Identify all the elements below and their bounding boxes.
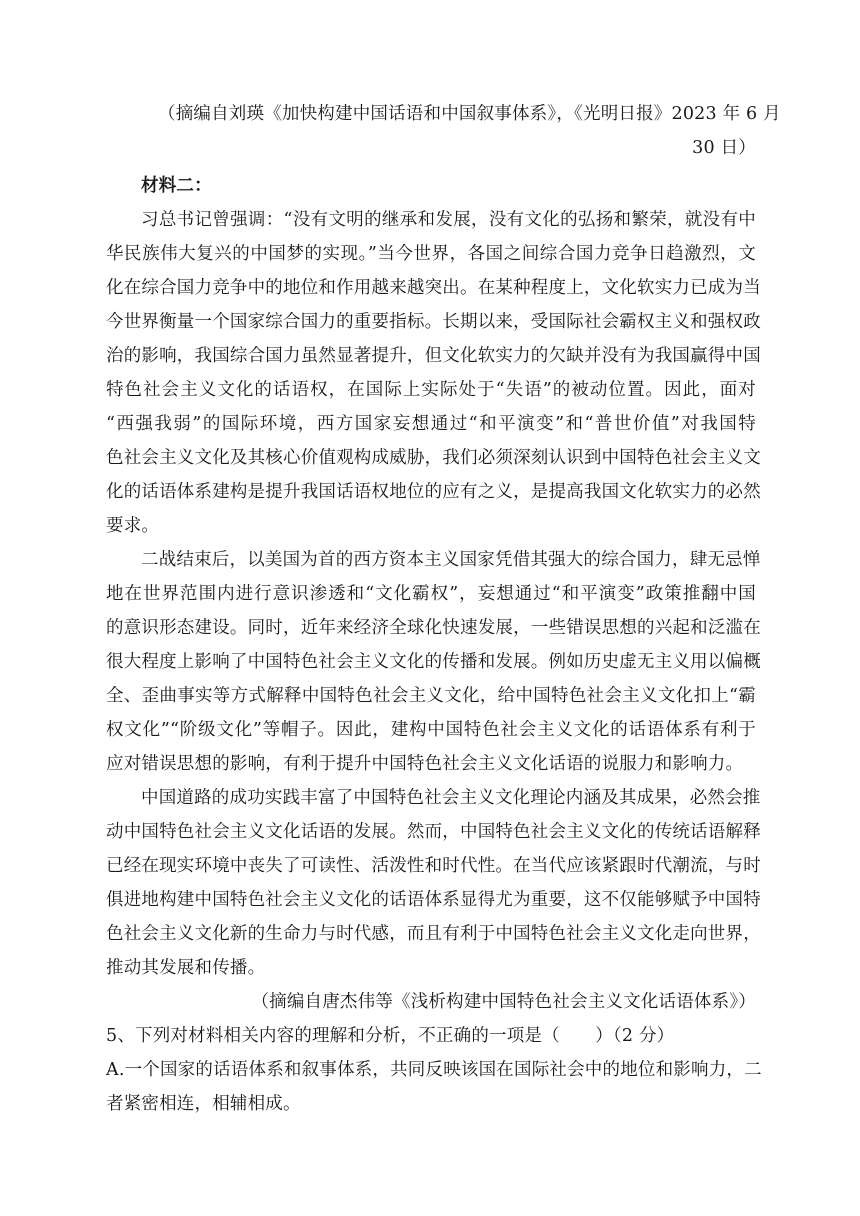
paragraph-1-line: 治的影响，我国综合国力虽然显著提升，但文化软实力的欠缺并没有为我国赢得中国 bbox=[106, 346, 761, 366]
paragraph-1-line: 化的话语体系建构是提升我国话语权地位的应有之义，是提高我国文化软实力的必然 bbox=[106, 482, 761, 502]
paragraph-1-line: 特色社会主义文化的话语权，在国际上实际处于“失语”的被动位置。因此，面对 bbox=[106, 380, 756, 400]
paragraph-2-line: 全、歪曲事实等方式解释中国特色社会主义文化，给中国特色社会主义文化扣上“霸 bbox=[106, 686, 756, 706]
source-citation-2: （摘编自唐杰伟等《浅析构建中国特色社会主义文化话语体系》） bbox=[251, 992, 756, 1012]
paragraph-1-line: 华民族伟大复兴的中国梦的实现。”当今世界，各国之间综合国力竞争日趋激烈，文 bbox=[106, 244, 756, 264]
paragraph-2-line: 权文化”“阶级文化”等帽子。因此，建构中国特色社会主义文化的话语体系有利于 bbox=[106, 720, 756, 740]
section-heading: 材料二： bbox=[141, 176, 212, 196]
paragraph-3-line: 动中国特色社会主义文化话语的发展。然而，中国特色社会主义文化的传统话语解释 bbox=[106, 822, 761, 842]
paragraph-1-line: 今世界衡量一个国家综合国力的重要指标。长期以来，受国际社会霸权主义和强权政 bbox=[106, 312, 761, 332]
paragraph-3-line: 推动其发展和传播。 bbox=[106, 958, 266, 978]
paragraph-3-line: 俱进地构建中国特色社会主义文化的话语体系显得尤为重要，这不仅能够赋予中国特 bbox=[106, 890, 761, 910]
source-citation-1-line1: （摘编自刘瑛《加快构建中国话语和中国叙事体系》，《光明日报》2023 年 6 月 bbox=[158, 104, 781, 124]
source-citation-1-line2: 30 日） bbox=[692, 138, 756, 158]
option-a-line1: A.一个国家的话语体系和叙事体系，共同反映该国在国际社会中的地位和影响力，二 bbox=[106, 1060, 762, 1080]
paragraph-1-line: “西强我弱”的国际环境，西方国家妄想通过“和平演变”和“普世价值”对我国特 bbox=[106, 414, 756, 434]
paragraph-1-line: 习总书记曾强调：“没有文明的继承和发展，没有文化的弘扬和繁荣，就没有中 bbox=[141, 210, 756, 230]
paragraph-3-line: 色社会主义文化新的生命力与时代感，而且有利于中国特色社会主义文化走向世界， bbox=[106, 924, 761, 944]
paragraph-2-line: 很大程度上影响了中国特色社会主义文化的传播和发展。例如历史虚无主义用以偏概 bbox=[106, 652, 761, 672]
paragraph-2-line: 二战结束后，以美国为首的西方资本主义国家凭借其强大的综合国力，肆无忌惮 bbox=[141, 550, 761, 570]
paragraph-3-line: 已经在现实环境中丧失了可读性、活泼性和时代性。在当代应该紧跟时代潮流，与时 bbox=[106, 856, 761, 876]
paragraph-3-line: 中国道路的成功实践丰富了中国特色社会主义文化理论内涵及其成果，必然会推 bbox=[141, 788, 761, 808]
paragraph-2-line: 地在世界范围内进行意识渗透和“文化霸权”，妄想通过“和平演变”政策推翻中国 bbox=[106, 584, 756, 604]
paragraph-2-line: 的意识形态建设。同时，近年来经济全球化快速发展，一些错误思想的兴起和泛滥在 bbox=[106, 618, 761, 638]
paragraph-1-line: 色社会主义文化及其核心价值观构成威胁，我们必须深刻认识到中国特色社会主义文 bbox=[106, 448, 761, 468]
paragraph-2-line: 应对错误思想的影响，有利于提升中国特色社会主义文化话语的说服力和影响力。 bbox=[106, 754, 744, 774]
option-a-line2: 者紧密相连，相辅相成。 bbox=[106, 1094, 301, 1114]
paragraph-1-line: 化在综合国力竞争中的地位和作用越来越突出。在某种程度上，文化软实力已成为当 bbox=[106, 278, 761, 298]
paragraph-1-line: 要求。 bbox=[106, 516, 160, 536]
question-stem: 5、下列对材料相关内容的理解和分析，不正确的一项是（ ）（2 分） bbox=[106, 1026, 675, 1046]
